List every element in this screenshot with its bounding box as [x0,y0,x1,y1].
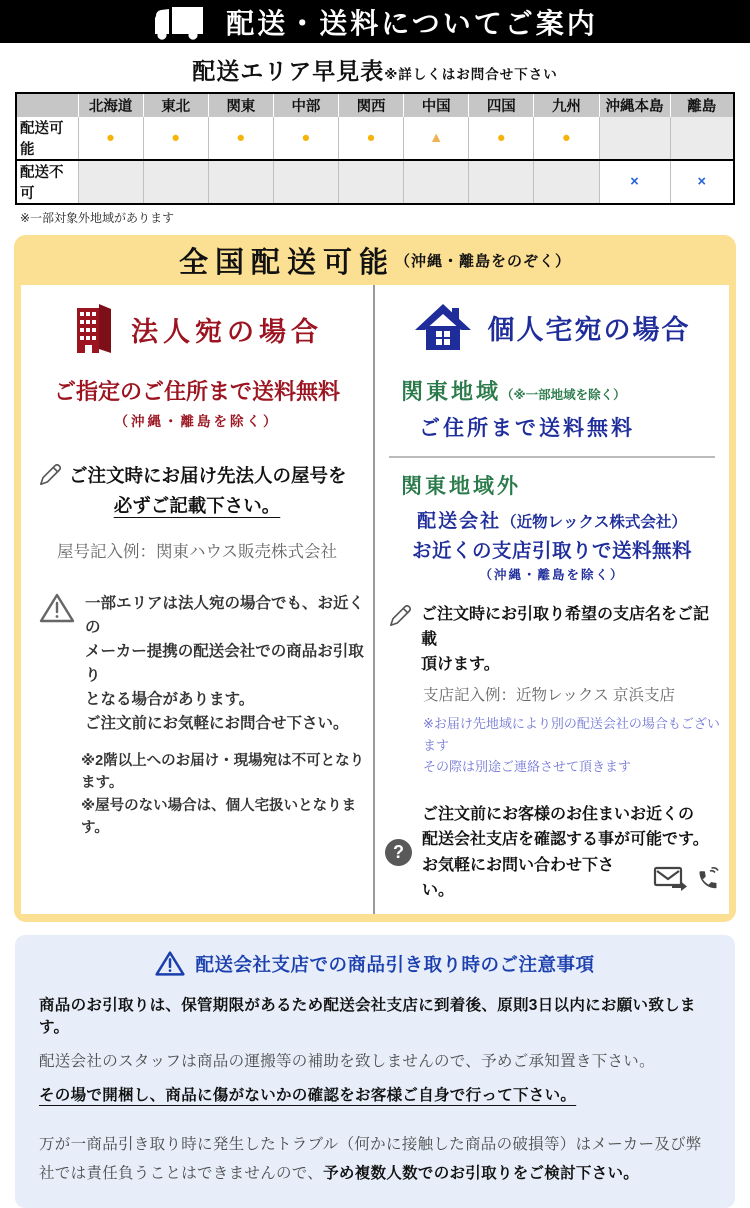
area-table-title: 配送エリア早見表 [192,58,385,84]
page-title: 配送・送料についてご案内 [226,7,598,39]
corporate-note1: ※2階以上へのお届け・現場宛は不可となります。 [81,752,365,792]
region-header: 北海道 [78,93,143,117]
mark-cell [273,160,338,204]
page-header [0,0,750,43]
region-header: 関西 [339,93,404,117]
personal-column [375,285,729,914]
mark-cell [339,160,404,204]
notice-line3: その場で開梱し、商品に傷がないかの確認をお客様ご自身で行って下さい。 [39,1087,577,1105]
mark-cell: ▲ [404,117,469,160]
pencil-icon [387,603,413,629]
pencil-icon [37,462,63,488]
corporate-example: 屋号記入例：関東ハウス販売株式会社 [56,542,337,561]
region-header: 離島 [670,93,734,117]
mail-icon [653,865,687,892]
section-divider [389,456,715,458]
carrier-label: 配送会社 [417,511,502,532]
personal-note-line1: ※お届け先地域により別の配送会社の場合もございます [423,716,720,753]
warning-triangle-icon [39,592,75,624]
notice-line2: 配送会社のスタッフは商品の運搬等の補助を致しませんので、予めご承知置き下さい。 [39,1053,655,1071]
corporate-column [21,285,375,914]
kanto-area-title: 関東地域 [401,379,502,404]
carrier-name: （近物レックス株式会社） [501,514,687,531]
notice-warning-icon [155,950,185,977]
personal-note-line2: その際は別途ご連絡させて頂きます [423,759,632,775]
nationwide-delivery-box [14,235,736,922]
area-table-heading [0,53,750,86]
not-deliverable-row [16,160,734,204]
region-header: 四国 [469,93,534,117]
mark-cell [670,117,734,160]
mark-cell [404,160,469,204]
question-line3: お気軽にお問い合わせ下さい。 [422,856,615,900]
mark-cell: × [670,160,734,204]
nationwide-title-note: （沖縄・離島をのぞく） [395,252,572,270]
region-header: 東北 [143,93,208,117]
mark-cell: ● [339,117,404,160]
branch-free-shipping: お近くの支店引取りで送料無料 [411,540,692,562]
nationwide-title-row [21,235,729,285]
corporate-title: 法人宛の場合 [131,316,323,347]
question-icon: ? [385,839,412,866]
deliverable-row [16,117,734,160]
region-header: 九州 [534,93,599,117]
corner-cell [16,93,78,117]
row-label: 配送可能 [16,117,78,160]
table-footnote: ※一部対象外地域があります [20,211,175,225]
nationwide-title: 全国配送可能 [178,246,395,279]
truck-icon [152,4,206,40]
phone-icon [695,865,721,891]
mark-cell [469,160,534,204]
notice-paragraph-bold: 予め複数人数でのお引取りをご検討下さい。 [323,1164,640,1182]
mark-cell: ● [78,117,143,160]
table-header-row [16,93,734,117]
corporate-instruction-line1: ご注文時にお届け先法人の屋号を [69,465,347,486]
delivery-area-table [15,92,735,205]
region-header: 沖縄本島 [599,93,670,117]
personal-instruction-line1: ご注文時にお引取り希望の支店名をご記載 [421,606,710,648]
pickup-notice-box [15,935,735,1208]
notice-line1: 商品のお引取りは、保管期限があるため配送会社支店に到着後、原則3日以内にお願い致します。 [39,997,696,1037]
notice-paragraph-regular: 万が一商品引き取り時に発生したトラブル（何かに接触した商品の破損等）はメーカー及び弊社では責任負うことはできませんので、 [39,1136,702,1182]
corporate-warning-line2: メーカー提携の配送会社での商品お引取り [85,642,364,684]
mark-cell: ● [143,117,208,160]
question-line2: 配送会社支店を確認する事が可能です。 [422,831,709,849]
notice-title: 配送会社支店での商品引き取り時のご注意事項 [195,953,595,975]
region-header: 関東 [208,93,273,117]
mark-cell: ● [469,117,534,160]
region-header: 中部 [273,93,338,117]
mark-cell: × [599,160,670,204]
row-label: 配送不可 [16,160,78,204]
corporate-warning-line3: となる場合があります。 [85,690,255,708]
building-icon [71,303,115,355]
mark-cell [208,160,273,204]
personal-example: 支店記入例：近物レックス 京浜支店 [423,687,675,705]
corporate-free-shipping-note: （沖縄・離島を除く） [114,414,280,429]
corporate-instruction-line2: 必ずご記載下さい。 [113,494,281,516]
mark-cell: ● [534,117,599,160]
mark-cell [143,160,208,204]
kanto-area-note: （※一部地域を除く） [501,388,626,402]
mark-cell [599,117,670,160]
question-line1: ご注文前にお客様のお住まいお近くの [422,805,695,823]
kanto-free-shipping: ご住所まで送料無料 [419,417,635,440]
personal-title: 個人宅宛の場合 [487,314,691,345]
branch-free-note: （沖縄・離島を除く） [479,568,625,582]
region-header: 中国 [404,93,469,117]
personal-instruction-line2: 頂けます。 [421,655,500,673]
corporate-warning-line4: ご注文前にお気軽にお問合せ下さい。 [85,714,349,732]
house-icon [414,303,472,351]
notice-paragraph [39,1131,711,1188]
corporate-free-shipping: ご指定のご住所まで送料無料 [53,379,340,404]
mark-cell: ● [273,117,338,160]
outside-kanto-title: 関東地域外 [401,475,521,498]
corporate-note2: ※屋号のない場合は、個人宅扱いとなります。 [81,797,357,837]
corporate-warning-line1: 一部エリアは法人宛の場合でも、お近くの [85,594,365,636]
mark-cell [78,160,143,204]
mark-cell [534,160,599,204]
area-table-title-note: ※詳しくはお問合せ下さい [384,67,558,82]
mark-cell: ● [208,117,273,160]
